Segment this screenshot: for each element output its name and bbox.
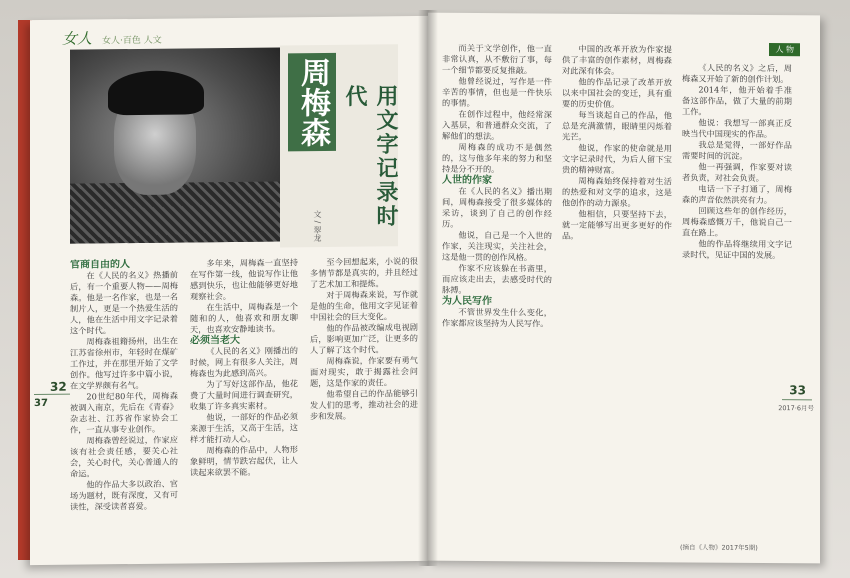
page-number-rule	[782, 399, 812, 400]
article-paragraph: 每当谈起自己的作品，他总是充满激情，眼睛里闪烁着光芒。	[562, 109, 672, 142]
article-paragraph: 在创作过程中，他经常深入基层，和普通群众交流，了解他们的想法。	[442, 108, 552, 142]
section-heading: 必须当老大	[190, 334, 240, 347]
article-paragraph: 他说，作家的使命就是用文字记录时代，为后人留下宝贵的精神财富。	[562, 142, 672, 175]
source-footer: (摘自《人物》2017年5期)	[680, 543, 758, 552]
article-paragraph: 对于周梅森来说，写作就是他的生命，他用文字见证着中国社会的巨大变化。	[310, 289, 418, 323]
article-paragraph: 《人民的名义》刚播出的时候，网上有很多人关注，周梅森也为此感到高兴。	[190, 345, 298, 379]
article-paragraph: 我总是觉得，一部好作品需要时间的沉淀。	[682, 139, 792, 161]
article-paragraph: 周梅森曾经说过，作家应该有社会责任感，要关心社会，关心时代，关心普通人的命运。	[70, 434, 178, 479]
left-column-3	[310, 256, 418, 547]
article-paragraph: 他的作品被改编成电视剧后，影响更加广泛，让更多的人了解了这个时代。	[310, 322, 418, 356]
right-column-3	[682, 62, 792, 533]
article-paragraph: 而关于文学创作，他一直非常认真，从不敷衍了事，每一个细节都要反复推敲。	[442, 42, 552, 76]
page-number-rule	[34, 394, 70, 395]
article-paragraph: 在生活中，周梅森是一个随和的人，他喜欢和朋友聊天，也喜欢安静地读书。	[190, 301, 298, 335]
left-page	[30, 16, 428, 565]
article-paragraph: 他希望自己的作品能够引发人们的思考，推动社会的进步和发展。	[310, 388, 418, 422]
article-paragraph: 周梅森的作品中，人物形象鲜明，情节跌宕起伏，让人读起来欲罢不能。	[190, 444, 298, 478]
right-column-2	[562, 44, 672, 545]
article-paragraph: 中国的改革开放为作家提供了丰富的创作素材，周梅森对此深有体会。	[562, 43, 672, 76]
page-number: 33	[789, 383, 806, 398]
article-paragraph: 他的作品将继续用文字记录时代，见证中国的发展。	[682, 238, 792, 261]
section-subtitle: 女人·百色 人文	[102, 35, 162, 47]
article-byline: 文 / 翠龙	[313, 210, 322, 242]
article-paragraph: 在《人民的名义》播出期间，周梅森接受了很多媒体的采访，谈到了自己的创作经历。	[442, 185, 552, 229]
article-paragraph: 不管世界发生什么变化，作家都应该坚持为人民写作。	[442, 306, 552, 329]
article-paragraph: 他一再强调，作家要对读者负责，对社会负责。	[682, 161, 792, 183]
article-paragraph: 他的作品记录了改革开放以来中国社会的变迁，具有重要的历史价值。	[562, 76, 672, 109]
article-paragraph: 电话一下子打通了，周梅森的声音依然洪亮有力。	[682, 183, 792, 206]
article-paragraph: 为了写好这部作品，他花费了大量时间进行调查研究，收集了许多真实素材。	[190, 378, 298, 412]
article-paragraph: 回顾这些年的创作经历，周梅森感慨万千，他说自己一直在路上。	[682, 205, 792, 238]
book-spine-shadow	[418, 10, 438, 566]
right-column-1	[442, 43, 552, 544]
left-column-2	[190, 257, 298, 548]
section-heading: 为人民写作	[442, 295, 492, 308]
article-paragraph: 他说，一部好的作品必须来源于生活，又高于生活，这样才能打动人心。	[190, 411, 298, 445]
article-paragraph: 2014年，他开始着手准备这部作品，做了大量的前期工作。	[682, 84, 792, 117]
article-title-block	[280, 44, 398, 247]
article-paragraph: 多年来，周梅森一直坚持在写作第一线，他说写作让他感到快乐，也让他能够更好地观察社会。	[190, 257, 298, 302]
article-paragraph: 他说：我想写一部真正反映当代中国现实的作品。	[682, 117, 792, 140]
section-header-badge: 人 物	[769, 43, 800, 56]
article-paragraph: 至今回想起来，小说的很多情节都是真实的，并且经过了艺术加工和提炼。	[310, 256, 418, 290]
article-paragraph: 他的作品大多以政治、官场为题材，既有深度，又有可读性，深受读者喜爱。	[70, 478, 178, 512]
section-heading: 人世的作家	[442, 174, 492, 187]
issue-date: 2017·6月号	[778, 404, 814, 413]
article-paragraph: 他说，自己是一个入世的作家，关注现实，关注社会，这是他一贯的创作风格。	[442, 229, 552, 263]
section-heading: 官商自由的人	[70, 259, 130, 271]
article-paragraph: 《人民的名义》之后，周梅森又开始了新的创作计划。	[682, 62, 792, 85]
article-paragraph: 周梅森祖籍扬州，出生在江苏省徐州市，年轻时在煤矿工作过，并在那里开始了文学创作。他写过许多中篇小说，在文学界颇有名气。	[70, 335, 178, 391]
article-paragraph: 他相信，只要坚持下去，就一定能够写出更多更好的作品。	[562, 208, 672, 241]
page-number-secondary: 37	[34, 397, 48, 410]
article-paragraph: 周梅森说，作家要有勇气面对现实，敢于揭露社会问题，这是作家的责任。	[310, 355, 418, 389]
article-paragraph: 周梅森的成功不是偶然的，这与他多年来的努力和坚持是分不开的。	[442, 141, 552, 175]
article-paragraph: 20世纪80年代，周梅森被调入南京，先后在《青春》杂志社、江苏省作家协会工作，一直从事专业创作。	[70, 390, 178, 435]
author-portrait-photo	[70, 47, 280, 243]
section-logo: 女人	[62, 29, 93, 48]
right-page	[428, 13, 820, 564]
page-number: 32	[50, 379, 67, 394]
article-paragraph: 周梅森始终保持着对生活的热爱和对文学的追求，这是他创作的动力源泉。	[562, 175, 672, 209]
left-column-1	[70, 259, 178, 550]
article-paragraph: 他曾经说过，写作是一件辛苦的事情，但也是一件快乐的事情。	[442, 75, 552, 108]
portrait-hair	[108, 70, 204, 115]
article-paragraph: 在《人民的名义》热播前后，有一个重要人物——周梅森。他是一名作家，也是一名制片人，更是一个热爱生活的人，他在生活中用文字记录着这个时代。	[70, 269, 178, 336]
article-paragraph: 作家不应该躲在书斋里，而应该走出去，去感受时代的脉搏。	[442, 262, 552, 295]
article-title-subtitle: 用文字记录时代	[342, 84, 399, 229]
article-title-name: 周梅森	[288, 53, 336, 152]
